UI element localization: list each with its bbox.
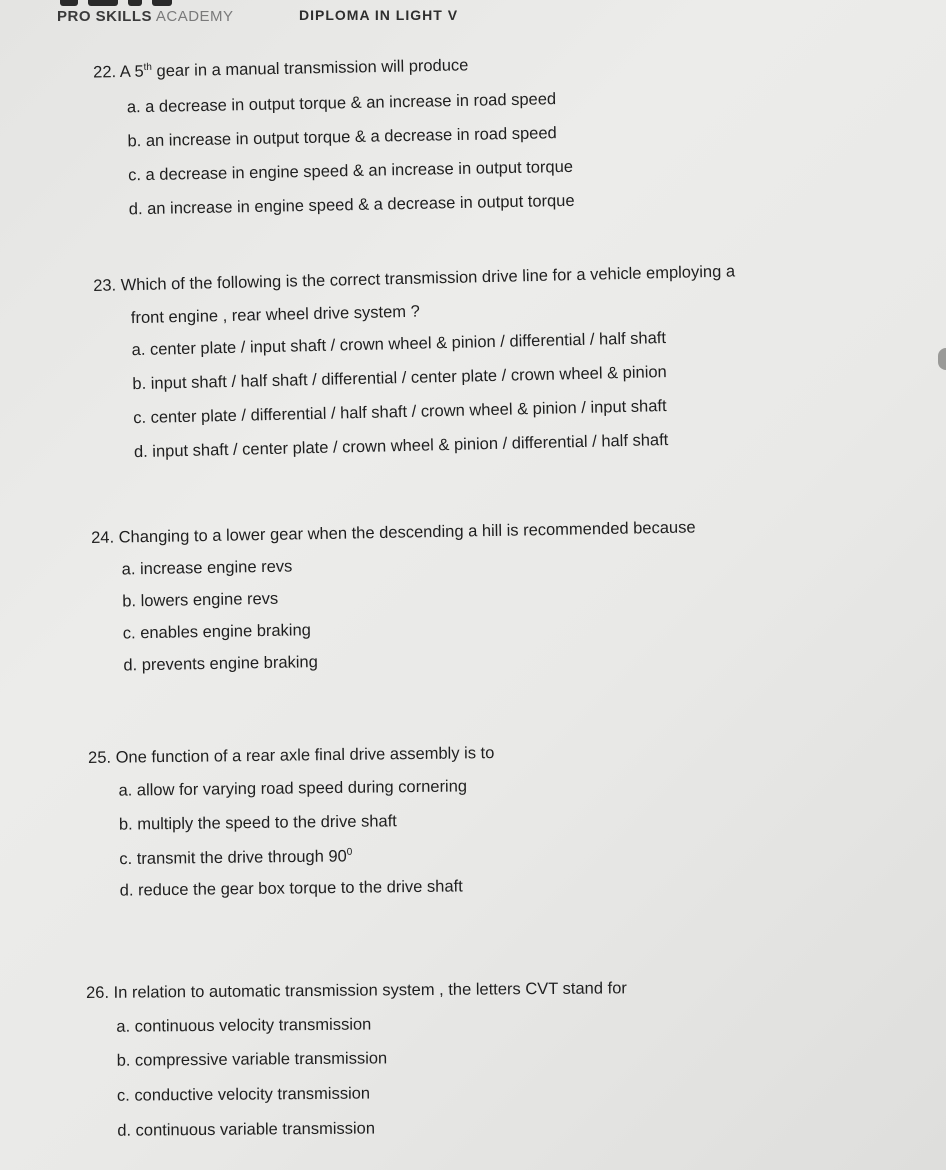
question-stem — [93, 262, 735, 296]
brand-light: ACADEMY — [155, 8, 234, 25]
option-a: a. center plate / input shaft / crown wheel & pinion / differential / half shaft — [131, 329, 667, 360]
option-b: b. an increase in output torque & a decrease in road speed — [127, 124, 557, 151]
option-a: a. continuous velocity transmission — [116, 1015, 372, 1036]
program-title: DIPLOMA IN LIGHT V — [299, 7, 459, 23]
question-number: 23. — [93, 276, 117, 295]
option-d: d. prevents engine braking — [123, 653, 318, 675]
option-d: d. input shaft / center plate / crown wheel & pinion / differential / half shaft — [133, 430, 669, 462]
stem-text: Changing to a lower gear when the descending a hill is recommended because — [118, 518, 696, 547]
stem-text: Which of the following is the correct transmission drive line for a vehicle employing a — [120, 262, 736, 295]
option-b: b. input shaft / half shaft / differential / center plate / crown wheel & pinion — [132, 363, 667, 394]
option-b: b. multiply the speed to the drive shaft — [118, 812, 397, 834]
brand-bold: PRO SKILLS — [57, 8, 153, 25]
stem-text: In relation to automatic transmission system , the letters CVT stand for — [113, 979, 627, 1002]
option-a: a. a decrease in output torque & an increase in road speed — [126, 90, 557, 117]
stem-line-2: front engine , rear wheel drive system ? — [130, 302, 420, 328]
question-stem — [91, 518, 696, 548]
option-d: d. an increase in engine speed & a decrease in output torque — [128, 191, 575, 219]
option-d: d. continuous variable transmission — [117, 1119, 376, 1140]
question-stem — [93, 56, 469, 83]
stem-text: One function of a rear axle final drive assembly is to — [115, 744, 495, 767]
binder-tab — [938, 348, 946, 370]
question-number: 22. — [93, 63, 117, 82]
option-d: d. reduce the gear box torque to the drive shaft — [119, 877, 463, 900]
stem-superscript: th — [143, 61, 153, 74]
option-c: c. a decrease in engine speed & an increase in output torque — [127, 157, 574, 185]
option-a: a. allow for varying road speed during cornering — [118, 777, 468, 800]
question-number: 24. — [91, 528, 115, 547]
option-c: c. conductive velocity transmission — [116, 1084, 371, 1105]
option-b: b. compressive variable transmission — [116, 1049, 388, 1070]
option-b: b. lowers engine revs — [122, 589, 279, 611]
stem-text-post: gear in a manual transmission will produce — [151, 56, 469, 81]
question-number: 25. — [88, 748, 112, 767]
option-c-text: c. transmit the drive through 90 — [119, 847, 347, 869]
option-c: c. enables engine braking — [122, 621, 312, 643]
question-stem — [88, 744, 495, 768]
option-c — [119, 847, 352, 869]
stem-text-pre: A 5 — [119, 62, 144, 81]
option-a: a. increase engine revs — [121, 557, 293, 579]
degree-superscript: 0 — [346, 846, 353, 858]
question-stem — [86, 979, 627, 1003]
question-number: 26. — [86, 983, 110, 1002]
option-c: c. center plate / differential / half shaft / crown wheel & pinion / input shaft — [133, 397, 667, 428]
